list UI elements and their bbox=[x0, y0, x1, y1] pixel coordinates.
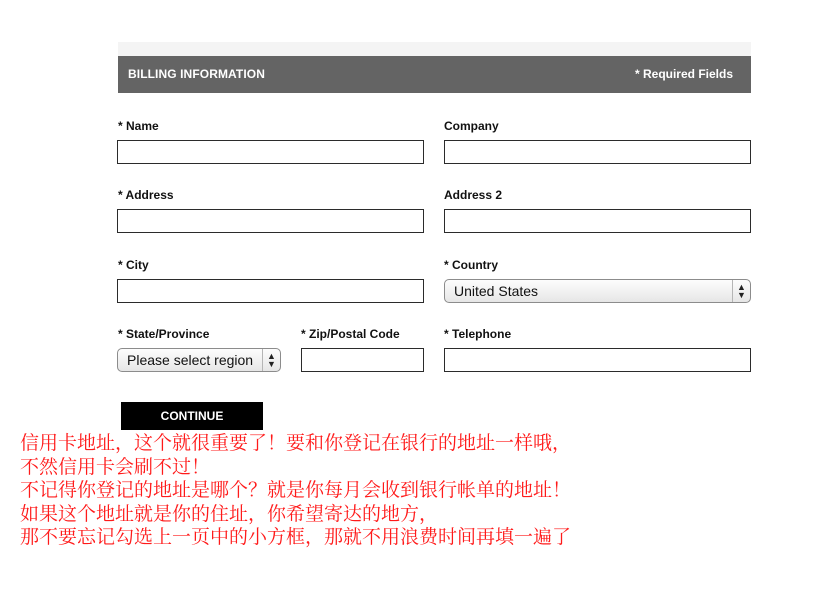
state-select[interactable] bbox=[117, 348, 281, 372]
state-label: * State/Province bbox=[118, 327, 210, 341]
continue-button[interactable]: CONTINUE bbox=[121, 402, 263, 430]
billing-title: BILLING INFORMATION bbox=[128, 67, 265, 81]
annotation-note bbox=[20, 432, 571, 550]
telephone-label: * Telephone bbox=[444, 327, 512, 341]
annotation-line: 不然信用卡会刷不过！ bbox=[20, 455, 211, 478]
address2-label: Address 2 bbox=[444, 188, 503, 202]
annotation-line: 那不要忘记勾选上一页中的小方框，那就不用浪费时间再填一遍了 bbox=[20, 526, 572, 548]
company-label: Company bbox=[444, 119, 499, 133]
zip-input[interactable] bbox=[301, 348, 424, 372]
state-selected-value: Please select region bbox=[127, 352, 254, 368]
select-arrows-icon: ▲ ▼ bbox=[732, 280, 750, 302]
annotation-line: 信用卡地址，这个就很重要了！要和你登记在银行的地址一样哦， bbox=[20, 432, 572, 454]
top-strip bbox=[118, 42, 751, 56]
city-input[interactable] bbox=[117, 279, 424, 303]
annotation-line: 不记得你登记的地址是哪个？就是你每月会收到银行帐单的地址！ bbox=[20, 479, 572, 501]
country-select[interactable] bbox=[444, 279, 751, 303]
name-input[interactable] bbox=[117, 140, 424, 164]
billing-header bbox=[118, 56, 751, 93]
country-label: * Country bbox=[444, 258, 498, 272]
address-input[interactable] bbox=[117, 209, 424, 233]
required-fields-note: * Required Fields bbox=[634, 67, 733, 81]
city-label: * City bbox=[118, 258, 149, 272]
country-selected-value: United States bbox=[454, 283, 539, 299]
name-label: * Name bbox=[118, 119, 159, 133]
select-arrows-icon: ▲ ▼ bbox=[262, 349, 280, 371]
address-label: * Address bbox=[118, 188, 174, 202]
company-input[interactable] bbox=[444, 140, 751, 164]
address2-input[interactable] bbox=[444, 209, 751, 233]
telephone-input[interactable] bbox=[444, 348, 751, 372]
annotation-line: 如果这个地址就是你的住址，你希望寄达的地方， bbox=[20, 502, 439, 525]
zip-label: * Zip/Postal Code bbox=[301, 327, 400, 341]
